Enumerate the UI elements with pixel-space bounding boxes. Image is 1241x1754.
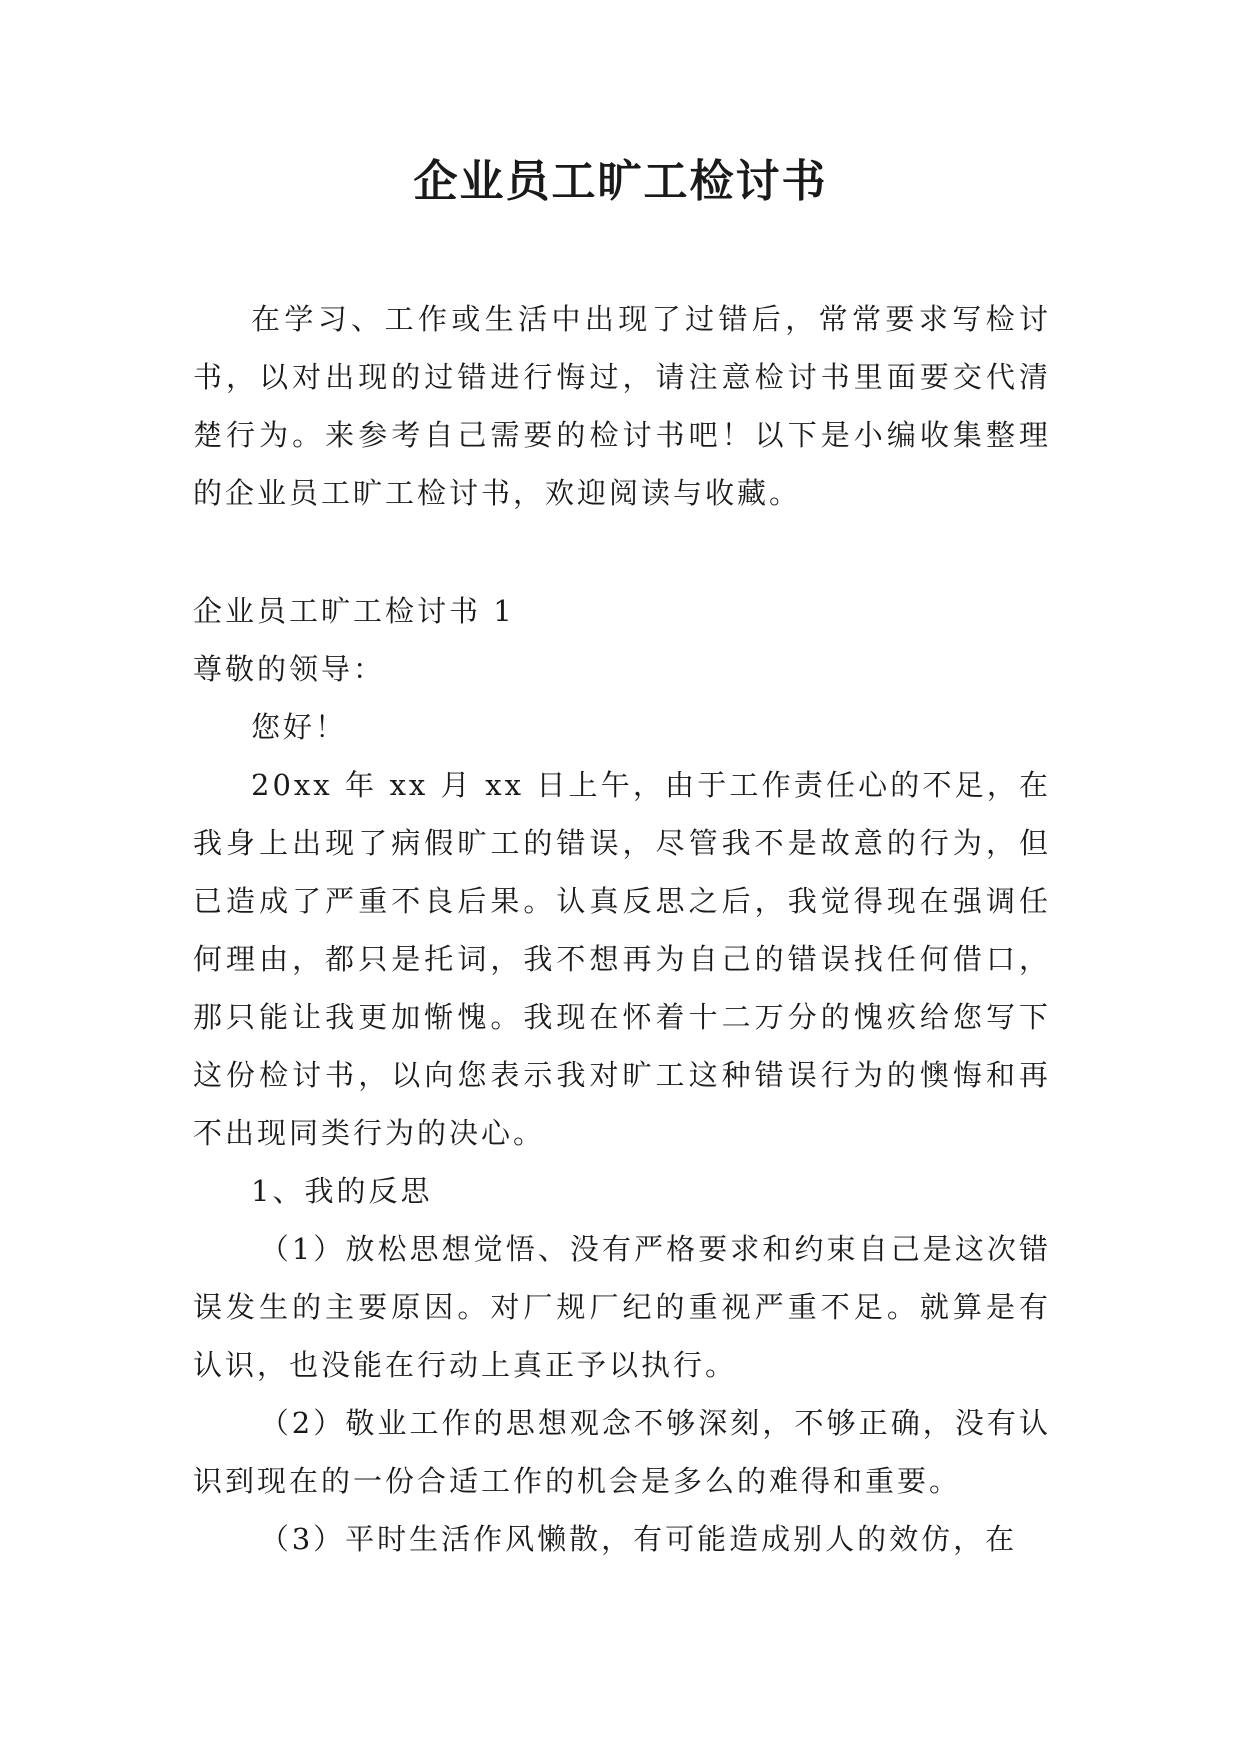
subheading-reflection: 1、我的反思 [251, 1174, 433, 1208]
reflection-item-3: （3）平时生活作风懒散，有可能造成别人的效仿，在 [259, 1522, 1018, 1556]
reflection-item-2: （2）敬业工作的思想观念不够深刻，不够正确，没有认识到现在的一份合适工作的机会是多么的难得和重要。 [193, 1406, 1051, 1498]
intro-paragraph: 在学习、工作或生活中出现了过错后，常常要求写检讨书，以对出现的过错进行悔过，请注意检讨书里面要交代清楚行为。来参考自己需要的检讨书吧！以下是小编收集整理的企业员工旷工检讨书，欢迎阅读与收藏。 [193, 302, 1051, 510]
body-paragraph-1: 20xx 年 xx 月 xx 日上午，由于工作责任心的不足，在我身上出现了病假旷工的错误，尽管我不是故意的行为，但已造成了严重不良后果。认真反思之后，我觉得现在强调任何理由，都只是托词，我不想再为自己的错误找任何借口，那只能让我更加惭愧。我现在怀着十二万分的愧疚给您写下这份检讨书，以向您表示我对旷工这种错误行为的懊悔和再不出现同类行为的决心。 [193, 768, 1051, 1150]
section-heading: 企业员工旷工检讨书 1 [193, 594, 515, 628]
document-title: 企业员工旷工检讨书 [413, 156, 828, 207]
letter-section [193, 582, 1051, 1568]
intro-section [193, 290, 1051, 522]
salutation: 尊敬的领导： [193, 652, 386, 686]
reflection-item-1: （1）放松思想觉悟、没有严格要求和约束自己是这次错误发生的主要原因。对厂规厂纪的重视严重不足。就算是有认识，也没能在行动上真正予以执行。 [193, 1232, 1051, 1382]
greeting: 您好！ [251, 710, 348, 744]
